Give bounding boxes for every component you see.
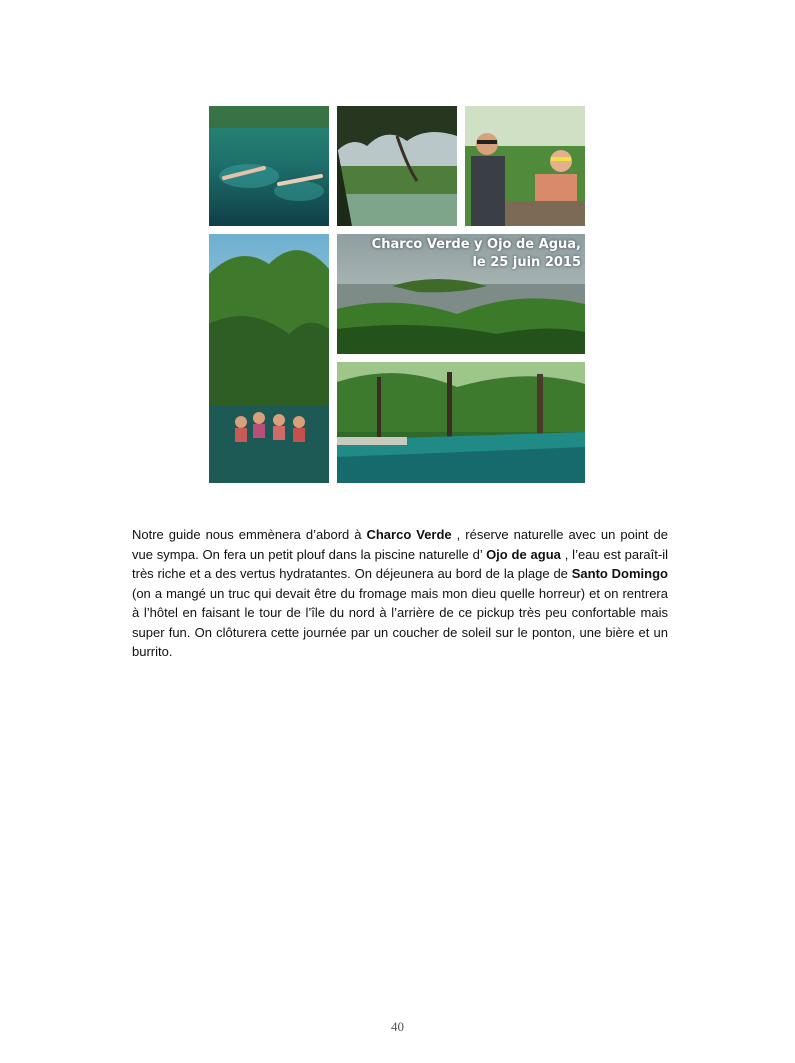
photo-girls-in-pool [209,234,329,483]
photo-floating-in-water [209,106,329,226]
page-number: 40 [391,1019,404,1034]
caption-line-2: le 25 juin 2015 [472,255,581,270]
text-segment: Notre guide nous emmènera d’abord à [132,527,367,542]
collage-caption [372,236,581,272]
body-paragraph [132,525,668,662]
place-charco-verde: Charco Verde [366,527,452,542]
photo-collage [209,106,586,483]
text-segment: , réserve naturelle avec un point de vue sympa. On fera un petit plouf dans la piscine naturelle d’ [132,527,668,562]
photo-island-view [337,234,585,354]
photo-lagoon-trees [337,106,457,226]
caption-line-1: Charco Verde y Ojo de Agua, [371,237,581,252]
text-segment: , l’eau est paraît-il très riche et a des vertus hydratantes. On déjeunera au bord de la plage de [132,546,668,581]
place-ojo-de-agua: Ojo de agua [486,546,561,562]
place-santo-domingo: Santo Domingo [571,566,668,581]
photo-two-girls [465,106,585,226]
photo-jungle-pool [337,362,585,483]
text-segment: (on a mangé un truc qui devait être du fromage mais mon dieu quelle horreur) et on rentrera à l’hôtel en faisant le tour de l’île du nord à l’arrière de ce pickup très peu confortable mais super fun. On clôturera cette journée par un coucher de soleil sur le ponton, une bière et un burrito. [132,585,668,659]
